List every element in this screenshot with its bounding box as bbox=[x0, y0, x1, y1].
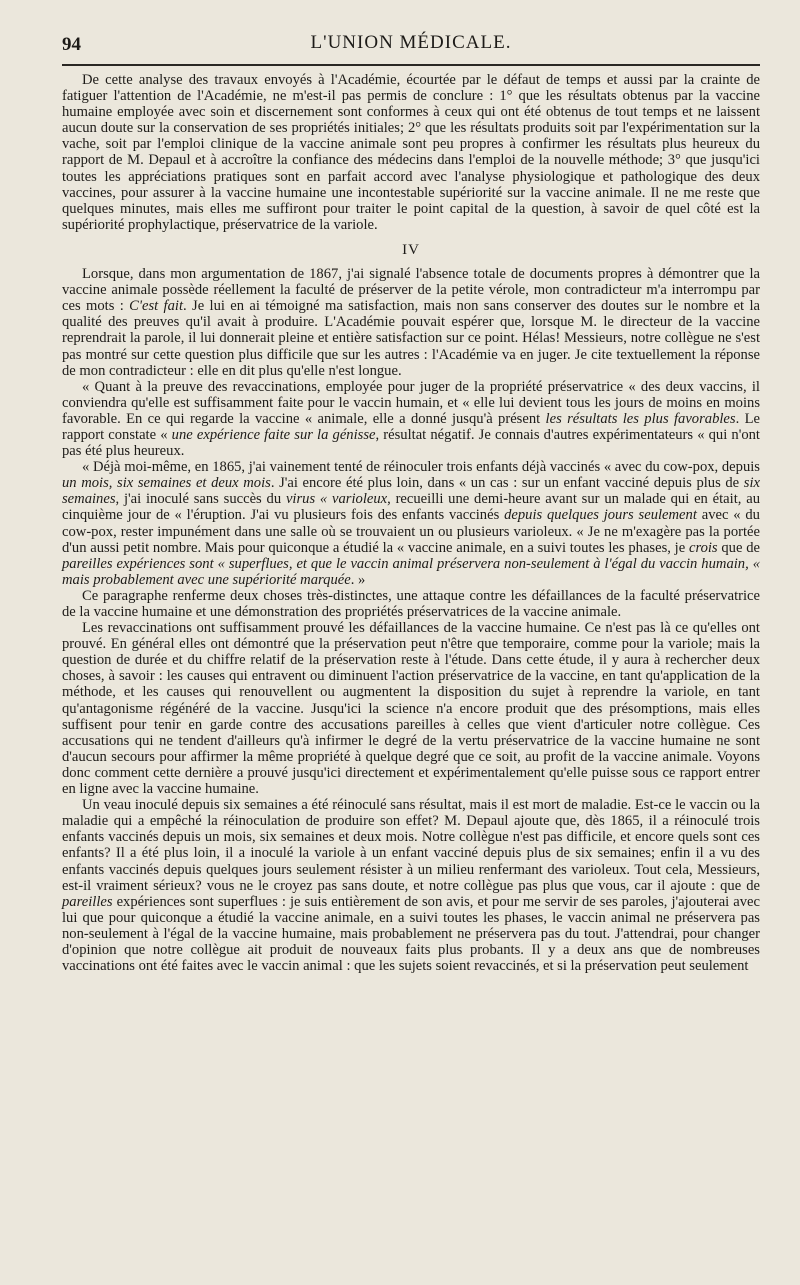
running-title: L'UNION MÉDICALE. bbox=[310, 32, 512, 53]
italic-run: crois bbox=[688, 539, 718, 556]
italic-run: C'est fait bbox=[129, 298, 184, 315]
text-run: , recueilli une demi-heure avant sur un malade qui en était, au cinquième jour de « l'éruption. J'ai vu plusieurs fois des enfants vaccinés bbox=[62, 491, 760, 524]
text-run: . Je lui en ai témoigné ma satisfaction, mais non sans conserver des doutes sur le nombre et la qualité des preuves qu'il avait à produire. L'Académie pouvait espérer que, lorsque M. le directeur de la vaccine reprendrait la parole, il lui donnerait pleine et entière satisfaction sur ce point. Hélas! Messieurs, notre collègue ne s'est pas montré sur cette question plus difficile que sur les autres : l'Académie va en juger. Je cite textuellement la réponse de mon contradicteur : elle en dit plus qu'elle n'est longue. bbox=[62, 298, 760, 379]
quote-experiments bbox=[62, 459, 760, 588]
italic-run: six semaines bbox=[62, 475, 760, 508]
page-number: 94 bbox=[62, 34, 81, 55]
header-rule bbox=[62, 64, 760, 66]
section-number: IV bbox=[402, 241, 420, 258]
text-run: Un veau inoculé depuis six semaines a été réinoculé sans résultat, mais il est mort de maladie. Est-ce le vaccin ou la maladie qui a empêché la réinoculation de produire son effet? M. Depaul ajoute que, dès 1865, il a réinoculé trois enfants vaccinés depuis un mois, six semaines et deux mois. Notre collègue n'est pas difficile, et encore quels sont ces enfants? Il a été plus loin, il a inoculé la variole à un enfant vacciné depuis plus de six semaines; enfin il a vu des enfants vaccinés depuis quelques jours seulement résister à un milieu renfermant des varioleux. Tout cela, Messieurs, est-il vraiment sérieux? vous ne le croyez pas sans doute, et notre collègue pas plus que vous, car il ajoute : que de bbox=[62, 797, 760, 894]
text-run: , résultat négatif. Je connais d'autres expérimentateurs « qui n'ont pas été plus heureux. bbox=[62, 426, 760, 460]
italic-run: pareilles expériences sont « superflues, et que le vaccin animal préservera non-seulement à l'égal du vaccin humain, « mais probablement avec une supériorité marquée bbox=[62, 555, 760, 588]
text-run: Lorsque, dans mon argumentation de 1867, j'ai signalé l'absence totale de documents propres à démontrer que la vaccine animale possède réellement la faculté de préserver de la petite vérole, mon contradicteur m'a interrompu par ces mots : bbox=[62, 266, 760, 315]
paragraph-argumentation bbox=[62, 266, 760, 379]
paragraph-revaccinations: Les revaccinations ont suffisamment prouvé les défaillances de la vaccine humaine. Ce n'est pas là ce qu'elles ont prouvé. En général elles ont démontré que la préservation peut n'être que temporaire, comme pour la variole; mais la question de durée et du chiffre relatif de la préservation reste à l'étude. Dans cette étude, il y aura à rechercher deux choses, à savoir : les causes qui entravent ou diminuent l'action préservatrice de la vaccine, en tant qu'application de la méthode, et les causes qui renouvellent ou augmentent la disposition du sujet à reprendre la variole, en tant qu'antagonisme régénéré de la vaccine. Jusqu'ici la science n'a encore produit que des présomptions, mais elles suffisent pour tenir en garde contre des accusations pareilles à celles que vient d'articuler notre collègue. Ces accusations qui ne tendent d'ailleurs qu'à infirmer le degré de la vertu préservatrice de la vaccine humaine ne sont d'aucun secours pour affirmer la même propriété à quelque degré que ce soit, au profit de la vaccine animale. Voyons donc comment cette dernière a prouvé jusqu'ici directement et expérimentalement qu'elle puisse sous ce rapport entrer en ligne avec la vaccine humaine. bbox=[62, 620, 760, 798]
text-run: expériences sont superflues : je suis entièrement de son avis, et pour me servir de ses paroles, j'ajouterai avec lui que pour quiconque a étudié la vaccine animale, en a suivi toutes les phases, le vaccin animal ne préservera pas non-seulement à l'égal de la vaccine humaine, mais probablement ne préservera pas du tout. J'attendrai, pour changer d'opinion que notre collègue ait produit de nouveaux faits plus probants. Il y a deux ans que de nombreuses vaccinations ont été faites avec le vaccin animal : que les sujets soient revaccinés, et si la préservation peut seulement bbox=[62, 893, 760, 975]
page-header bbox=[62, 32, 760, 62]
text-run: . J'ai encore été plus loin, dans « un cas : sur un enfant vacciné depuis plus de bbox=[270, 475, 744, 492]
text-run: que de bbox=[717, 539, 760, 556]
text-run: « Déjà moi-même, en 1865, j'ai vainement tenté de réinoculer trois enfants déjà vaccinés « avec du cow-pox, depuis bbox=[82, 459, 760, 476]
text-run: avec « du cow-pox, rester impunément dans une salle où se trouvaient un ou plusieurs varioleux. « Je ne m'exagère pas la portée d'un aussi petit nombre. Mais pour quiconque a étudié la « vaccine animale, en a suivi toutes les phases, je bbox=[62, 507, 760, 556]
text-run: . » bbox=[350, 571, 366, 588]
paragraph-conclusion: De cette analyse des travaux envoyés à l'Académie, écourtée par le défaut de temps et aussi par la crainte de fatiguer l'attention de l'Académie, ne m'est-il pas permis de conclure : 1° que les résultats obtenus par la vaccine humaine employée avec soin et discernement sont conformes à ceux qui ont été obtenus de tout temps et ne laissent aucun doute sur la conservation de ses propriétés initiales; 2° que les résultats produits soit par l'expérimentation sur la vache, soit par l'emploi clinique de la vaccine animale sont peu propres à confirmer les résultats plus heureux du rapport de M. Depaul et à accroître la confiance des médecins dans l'emploi de la nouvelle méthode; 3° que jusqu'ici toutes les appréciations pratiques sont en parfait accord avec l'analyse physiologique et pathologique des deux vaccines, pour assurer à la vaccine humaine une incontestable supériorité sur la vaccine animale. Il ne me reste que quelques minutes, mais elles me suffiront pour traiter le point capital de la question, à savoir de quel côté est la supériorité prophylactique, préservatrice de la variole. bbox=[62, 72, 760, 233]
italic-run: les résultats les plus favorables bbox=[545, 410, 736, 427]
italic-run: virus « varioleux bbox=[285, 491, 388, 508]
italic-run: un mois, six semaines et deux mois bbox=[62, 475, 271, 492]
text-run: « Quant à la preuve des revaccinations, employée pour juger de la propriété préservatrice « des deux vaccins, il conviendra qu'elle est suffisamment faite pour le vaccin humain, et « elle lui devient tous les jours de moins en moins favorable. En ce qui regarde la vaccine « animale, elle a donné jusqu'à présent bbox=[62, 378, 760, 427]
paragraph-two-things: Ce paragraphe renferme deux choses très-distinctes, une attaque contre les défaillances de la faculté préservatrice de la vaccine humaine et une démonstration des propriétés préservatrices de la vaccine animale. bbox=[62, 587, 760, 620]
body-text bbox=[62, 72, 760, 974]
quote-revaccinations bbox=[62, 379, 760, 459]
paragraph-calf bbox=[62, 797, 760, 974]
italic-run: une expérience faite sur la génisse bbox=[171, 426, 376, 443]
italic-run: depuis quelques jours seulement bbox=[504, 507, 697, 524]
text-run: . Le rapport constate « bbox=[62, 410, 760, 443]
italic-run: pareilles bbox=[62, 893, 113, 910]
text-run: , j'ai inoculé sans succès du bbox=[115, 491, 286, 508]
